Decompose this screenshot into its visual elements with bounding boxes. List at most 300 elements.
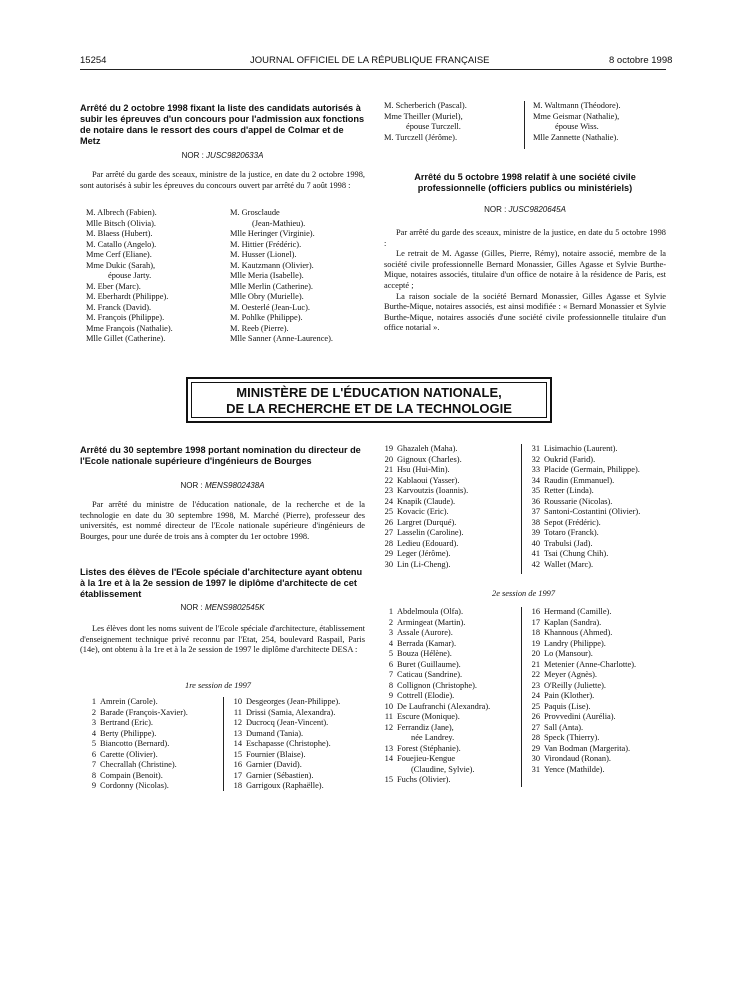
list-item	[226, 771, 340, 782]
item-name: Fournier (Blaise).	[246, 749, 306, 759]
graduate-list-s1d	[524, 444, 640, 570]
list-item	[226, 729, 340, 740]
nor-label: NOR :	[180, 603, 203, 612]
item-name: Oukrid (Farid).	[544, 454, 596, 464]
list-item: M. Eber (Marc).	[86, 281, 141, 291]
list-item: M. Waltmann (Théodore).	[533, 101, 621, 110]
list-item: M. Reeb (Pierre).	[230, 323, 289, 333]
item-name: Desgeorges (Jean-Philippe).	[246, 697, 341, 706]
list-item: Mlle Bitsch (Olivia).	[86, 218, 157, 228]
ministry-heading-box	[186, 377, 552, 423]
list-item	[226, 718, 340, 729]
list-item	[377, 712, 490, 723]
item-number: 20	[531, 649, 540, 658]
item-number: 34	[531, 475, 540, 485]
item-number: 7	[388, 670, 393, 679]
list-item	[226, 739, 340, 750]
item-name: Collignon (Christophe).	[397, 680, 478, 690]
item-name: Ducrocq (Jean-Vincent).	[246, 718, 329, 727]
arrete-title-architecture: Listes des élèves de l'Ecole spéciale d'architecture ayant obtenu à la 1re et à la 2e session de 1997 le diplôme d'architecte de cet établissement	[80, 567, 363, 599]
list-item: Mlle Heringer (Virginie).	[230, 229, 315, 238]
item-number: 41	[531, 549, 540, 558]
item-number: 13	[233, 728, 242, 738]
list-item	[524, 607, 636, 618]
list-item	[524, 681, 636, 692]
item-number: 23	[384, 486, 393, 495]
list-item	[524, 539, 640, 550]
list-item: Mme Cerf (Eliane).	[86, 250, 152, 259]
item-name: O'Reilly (Juliette).	[544, 680, 606, 690]
item-number: 21	[384, 465, 393, 474]
issue-date: 8 octobre 1998	[609, 55, 673, 66]
item-name: Totaro (Franck).	[544, 528, 599, 537]
list-item	[377, 444, 468, 455]
item-name: Metenier (Anne-Charlotte).	[544, 659, 637, 669]
item-number: 19	[384, 444, 393, 453]
column-divider	[521, 444, 522, 574]
list-item: Mlle Zannette (Nathalie).	[533, 132, 619, 142]
item-number: 40	[531, 538, 540, 548]
paragraph: Les élèves dont les noms suivent de l'Ecole spéciale d'architecture, établissement d'enseignement technique privé reconnu par l'Etat, 254, boulevard Raspail, Paris (14e), ont obtenu à la 1re et à la 2e session de 1997 le diplôme d'architecte DESA :	[80, 624, 365, 655]
list-item	[377, 476, 468, 487]
item-name: Karvoutzis (Ioannis).	[397, 486, 469, 495]
list-item	[524, 754, 636, 765]
list-item	[377, 744, 490, 755]
list-item	[524, 691, 636, 702]
list-item: M. Albrech (Fabien).	[86, 208, 157, 217]
list-item: Mlle Meria (Isabelle).	[230, 271, 304, 280]
item-number: 5	[388, 649, 393, 658]
item-name: Berrada (Kamar).	[397, 638, 457, 648]
list-item	[524, 455, 640, 466]
item-name: Hsu (Hui-Min).	[397, 465, 450, 474]
item-name: Largret (Durqué).	[397, 517, 457, 527]
paragraph: Le retrait de M. Agasse (Gilles, Pierre, Rémy), notaire associé, membre de la société civile professionnelle Bernard Monassier, Gilles Agasse et Sylvie Burthe-Mique, notaires associés, titulaire d'un office de notaire à la résidence de Paris, est accepté ;	[384, 249, 666, 290]
list-item	[377, 765, 490, 776]
list-item	[524, 639, 636, 650]
list-item	[377, 775, 490, 786]
item-name: Escure (Monique).	[397, 712, 460, 721]
item-number: 3	[91, 718, 96, 727]
item-name: (Claudine, Sylvie).	[411, 764, 475, 774]
list-item	[377, 618, 490, 629]
item-name: Buret (Guillaume).	[397, 659, 461, 669]
list-item	[80, 697, 188, 708]
item-number: 30	[531, 754, 540, 763]
item-name: Garnier (Sébastien).	[246, 770, 314, 780]
list-item: M. Turczell (Jérôme).	[384, 132, 458, 142]
item-name: De Laufranchi (Alexandra).	[397, 701, 491, 711]
list-item	[524, 528, 640, 539]
item-number: 25	[384, 507, 393, 516]
item-number: 6	[388, 659, 393, 669]
list-item	[524, 628, 636, 639]
item-name: Bertrand (Eric).	[100, 718, 154, 727]
item-number: 18	[531, 628, 540, 637]
item-name: Drissi (Samia, Alexandra).	[246, 707, 336, 717]
list-item: Mme Theiller (Muriel),	[384, 111, 463, 121]
list-item	[226, 750, 340, 761]
item-name: Ledieu (Edouard).	[397, 538, 459, 548]
item-name: Armingeat (Martin).	[397, 617, 466, 627]
arrete-title-directeur: Arrêté du 30 septembre 1998 portant nomination du directeur de l'Ecole nationale supérieure d'ingénieurs de Bourges	[80, 445, 361, 466]
list-item	[524, 702, 636, 713]
item-number: 23	[531, 680, 540, 690]
item-number: 30	[384, 559, 393, 569]
item-name: Pain (Klother).	[544, 691, 595, 700]
item-name: Garnier (David).	[246, 760, 302, 769]
list-item: M. Kautzmann (Olivier).	[230, 260, 314, 270]
candidate-list-col1	[86, 208, 173, 345]
item-number: 17	[233, 770, 242, 780]
item-name: Fouejieu-Kengue	[397, 754, 456, 763]
list-item	[524, 518, 640, 529]
paragraph: Par arrêté du garde des sceaux, ministre de la justice, en date du 5 octobre 1998 :	[384, 228, 666, 248]
list-item: Mlle Merlin (Catherine).	[230, 281, 314, 291]
item-number: 10	[233, 697, 242, 706]
item-number: 22	[531, 670, 540, 679]
list-item: (Jean-Mathieu).	[252, 218, 306, 228]
list-item: épouse Jarty.	[108, 271, 152, 280]
item-name: Tsai (Chung Chih).	[544, 549, 609, 558]
item-number: 16	[531, 607, 540, 616]
item-name: Landry (Philippe).	[544, 638, 606, 648]
list-item: Mlle Gillet (Catherine).	[86, 334, 166, 343]
item-name: Speck (Thierry).	[544, 733, 600, 742]
nor-code: MENS9802438A	[204, 481, 265, 490]
graduate-list-s1c	[377, 444, 468, 570]
item-number: 42	[531, 559, 540, 569]
item-number: 31	[531, 764, 540, 774]
item-name: Meyer (Agnès).	[544, 670, 598, 679]
item-name: Yence (Mathilde).	[544, 764, 605, 774]
item-name: Sall (Anta).	[544, 722, 584, 732]
item-name: Leger (Jérôme).	[397, 549, 451, 558]
list-item: Mlle Sanner (Anne-Laurence).	[230, 334, 334, 343]
list-item: Mme Geismar (Nathalie),	[533, 111, 620, 121]
list-item: Mme Dukic (Sarah),	[86, 260, 156, 270]
list-item	[524, 723, 636, 734]
list-item	[80, 729, 188, 740]
item-number: 12	[233, 718, 242, 727]
item-name: Trabulsi (Jad).	[544, 538, 593, 548]
item-name: Abdelmoula (Olfa).	[397, 607, 464, 616]
list-item	[377, 455, 468, 466]
item-name: Retter (Linda).	[544, 486, 594, 495]
item-name: Lisimachio (Laurent).	[544, 444, 618, 453]
list-item: M. Eberhardt (Philippe).	[86, 292, 169, 301]
list-item	[377, 607, 490, 618]
item-number: 4	[91, 728, 96, 738]
list-item: M. Hittier (Frédéric).	[230, 239, 302, 249]
item-name: Gignoux (Charles).	[397, 454, 462, 464]
item-number: 2	[388, 617, 393, 627]
item-name: Barade (François-Xavier).	[100, 707, 188, 717]
item-name: Kovacic (Eric).	[397, 507, 449, 516]
item-name: née Landrey.	[411, 733, 455, 742]
session2-label: 2e session de 1997	[492, 589, 556, 598]
list-item	[226, 708, 340, 719]
nor-label: NOR :	[180, 481, 203, 490]
item-number: 8	[388, 680, 393, 690]
nor-code: MENS9802545K	[204, 603, 265, 612]
item-name: Kablaoui (Yasser).	[397, 475, 460, 485]
list-item	[226, 760, 340, 771]
list-item: M. Catallo (Angelo).	[86, 239, 157, 249]
item-number: 5	[91, 739, 96, 748]
item-name: Amrein (Carole).	[100, 697, 158, 706]
list-item	[377, 660, 490, 671]
item-name: Lin (Li-Cheng).	[397, 559, 451, 569]
item-number: 9	[388, 691, 393, 700]
item-number: 15	[384, 775, 393, 784]
item-number: 24	[384, 496, 393, 506]
item-number: 18	[233, 781, 242, 790]
list-item: Mlle Obry (Murielle).	[230, 292, 304, 301]
item-name: Forest (Stéphanie).	[397, 743, 461, 753]
item-number: 14	[233, 739, 242, 748]
item-number: 25	[531, 701, 540, 711]
list-item	[226, 781, 340, 792]
list-item	[80, 771, 188, 782]
list-item	[524, 660, 636, 671]
item-number: 20	[384, 454, 393, 464]
list-item	[377, 528, 468, 539]
list-item	[524, 560, 640, 571]
list-item	[80, 708, 188, 719]
item-number: 11	[384, 712, 393, 721]
list-item	[377, 681, 490, 692]
item-number: 26	[384, 517, 393, 527]
nor-code: JUSC9820633A	[206, 151, 264, 160]
item-number: 39	[531, 528, 540, 537]
nor-notaire	[80, 151, 365, 160]
item-number: 16	[233, 760, 242, 769]
item-name: Provvedini (Aurélia).	[544, 712, 616, 721]
list-item: M. François (Philippe).	[86, 313, 165, 322]
item-name: Assale (Aurore).	[397, 628, 453, 637]
item-name: Kaplan (Sandra).	[544, 617, 602, 627]
list-item	[377, 560, 468, 571]
list-item	[524, 549, 640, 560]
item-number: 6	[91, 749, 96, 759]
list-item	[377, 628, 490, 639]
item-number: 10	[384, 701, 393, 711]
item-name: Caticau (Sandrine).	[397, 670, 463, 679]
list-item: épouse Wiss.	[555, 122, 599, 131]
list-item	[524, 507, 640, 518]
nor-label: NOR :	[181, 151, 204, 160]
list-item: M. Blaess (Hubert).	[86, 229, 153, 238]
item-name: Cordonny (Nicolas).	[100, 781, 169, 790]
graduate-list-s1b	[226, 697, 340, 792]
column-divider	[223, 697, 224, 791]
list-item	[80, 718, 188, 729]
candidate-list-col2	[230, 208, 333, 345]
item-name: Carette (Olivier).	[100, 749, 158, 759]
list-item: M. Oesterlé (Jean-Luc).	[230, 302, 310, 312]
graduate-list-s2b	[524, 607, 636, 775]
item-name: Fuchs (Olivier).	[397, 775, 451, 784]
item-name: Biancotto (Bernard).	[100, 739, 170, 748]
item-number: 4	[388, 638, 393, 648]
list-item	[377, 497, 468, 508]
list-item	[524, 465, 640, 476]
item-name: Wallet (Marc).	[544, 559, 594, 569]
item-name: Van Bodman (Margerita).	[544, 743, 631, 753]
item-name: Ferrandiz (Jane),	[397, 722, 454, 732]
item-name: Lo (Mansour).	[544, 649, 593, 658]
item-name: Cottrell (Elodie).	[397, 691, 455, 700]
arrete-title-scp: Arrêté du 5 octobre 1998 relatif à une société civile professionnelle (officiers publics ou ministériels)	[414, 172, 636, 193]
item-number: 27	[384, 528, 393, 537]
item-name: Sepot (Frédéric).	[544, 517, 601, 527]
list-item	[524, 765, 636, 776]
ministry-line2: DE LA RECHERCHE ET DE LA TECHNOLOGIE	[226, 401, 512, 416]
paragraph: Par arrêté du garde des sceaux, ministre de la justice, en date du 2 octobre 1998, sont autorisés à subir les épreuves du concours ouvert par arrêté du 7 août 1998 :	[80, 170, 365, 190]
list-item	[377, 465, 468, 476]
item-name: Hermand (Camille).	[544, 607, 612, 616]
item-name: Eschapasse (Christophe).	[246, 739, 331, 748]
list-item	[377, 486, 468, 497]
header-rule	[80, 69, 666, 70]
list-item: Mme François (Nathalie).	[86, 323, 173, 333]
session1-label: 1re session de 1997	[185, 681, 251, 690]
list-item	[377, 733, 490, 744]
item-number: 31	[531, 444, 540, 453]
list-item	[377, 691, 490, 702]
item-number: 29	[531, 743, 540, 753]
list-item	[80, 750, 188, 761]
item-number: 29	[384, 549, 393, 558]
nor-code: JUSC9820645A	[508, 205, 566, 214]
item-name: Bouza (Hélène).	[397, 649, 452, 658]
list-item: épouse Turczell.	[406, 122, 461, 131]
item-number: 12	[384, 722, 393, 732]
item-name: Roussarie (Nicolas).	[544, 496, 613, 506]
candidate-list-col4	[533, 101, 621, 143]
list-item: M. Husser (Lionel).	[230, 250, 297, 259]
arrete-body-scp	[384, 228, 666, 334]
item-number: 28	[384, 538, 393, 548]
item-number: 19	[531, 638, 540, 648]
list-item	[80, 781, 188, 792]
list-item	[524, 618, 636, 629]
item-number: 13	[384, 743, 393, 753]
list-item	[524, 670, 636, 681]
item-number: 33	[531, 465, 540, 474]
list-item	[80, 760, 188, 771]
nor-directeur	[80, 481, 365, 490]
item-name: Berty (Philippe).	[100, 728, 157, 738]
item-name: Placide (Germain, Philippe).	[544, 465, 640, 474]
item-number: 1	[91, 697, 96, 706]
item-number: 15	[233, 749, 242, 759]
item-number: 17	[531, 617, 540, 627]
journal-title: JOURNAL OFFICIEL DE LA RÉPUBLIQUE FRANÇAISE	[250, 55, 490, 66]
list-item	[377, 639, 490, 650]
item-name: Compain (Benoit).	[100, 770, 163, 780]
arrete-title-notaire: Arrêté du 2 octobre 1998 fixant la liste des candidats autorisés à subir les épreuves d'un concours pour l'admission aux fonctions de notaire dans le ressort des cours d'appel de Colmar et de Metz	[80, 103, 365, 146]
ministry-line1: MINISTÈRE DE L'ÉDUCATION NATIONALE,	[236, 385, 502, 400]
list-item	[377, 539, 468, 550]
list-item	[524, 476, 640, 487]
list-item	[524, 649, 636, 660]
list-item	[524, 744, 636, 755]
item-number: 7	[91, 760, 96, 769]
item-number: 1	[388, 607, 393, 616]
list-item	[377, 670, 490, 681]
item-name: Ghazaleh (Maha).	[397, 444, 458, 453]
item-name: Virondaud (Ronan).	[544, 754, 611, 763]
item-number: 21	[531, 659, 540, 669]
list-item	[226, 697, 340, 708]
graduate-list-s1a	[80, 697, 188, 792]
graduate-list-s2a	[377, 607, 490, 786]
item-number: 24	[531, 691, 540, 700]
item-number: 22	[384, 475, 393, 485]
item-number: 14	[384, 754, 393, 763]
item-name: Paquis (Lise).	[544, 701, 591, 711]
paragraph: La raison sociale de la société Bernard Monassier, Gilles Agasse et Sylvie Burthe-Mique, notaires associés, est ainsi modifiée : « Bernard Monassier et Sylvie Burthe-Mique, notaires associés d'une société civile professionnelle titulaire d'un office notarial ».	[384, 291, 666, 333]
column-divider	[524, 101, 525, 149]
list-item	[377, 702, 490, 713]
list-item: M. Grosclaude	[230, 208, 280, 217]
item-number: 32	[531, 454, 540, 464]
item-name: Santoni-Costantini (Olivier).	[544, 507, 641, 516]
list-item	[377, 507, 468, 518]
item-name: Knapik (Claude).	[397, 496, 456, 506]
list-item	[377, 723, 490, 734]
column-divider	[521, 607, 522, 787]
list-item	[377, 649, 490, 660]
list-item	[377, 549, 468, 560]
item-name: Garrigoux (Raphaëlle).	[246, 781, 324, 790]
paragraph: Par arrêté du ministre de l'éducation nationale, de la recherche et de la technologie en date du 30 septembre 1998, M. Marché (Pierre), professeur des universités, est nommé directeur de l'Ecole nationale supérieure d'ingénieurs de Bourges, pour une durée de trois ans à compter du 1er octobre 1998.	[80, 500, 365, 541]
item-number: 27	[531, 722, 540, 732]
list-item: M. Scherberich (Pascal).	[384, 101, 467, 110]
arrete-body-architecture	[80, 624, 365, 656]
list-item	[524, 712, 636, 723]
item-number: 11	[233, 707, 242, 717]
item-number: 28	[531, 733, 540, 742]
item-name: Checrallah (Christine).	[100, 760, 177, 769]
arrete-body-directeur	[80, 500, 365, 542]
arrete-body-notaire	[80, 170, 365, 191]
nor-scp	[384, 205, 666, 214]
item-number: 26	[531, 712, 540, 721]
item-name: Dumand (Tania).	[246, 728, 304, 738]
page-number: 15254	[80, 55, 107, 66]
item-name: Raudin (Emmanuel).	[544, 475, 615, 485]
item-name: Khannous (Ahmed).	[544, 628, 613, 637]
list-item	[377, 754, 490, 765]
list-item	[377, 518, 468, 529]
item-number: 2	[91, 707, 96, 717]
list-item	[524, 444, 640, 455]
item-number: 38	[531, 517, 540, 527]
list-item	[524, 497, 640, 508]
item-number: 8	[91, 770, 96, 780]
item-name: Lasselin (Caroline).	[397, 528, 464, 537]
item-number: 35	[531, 486, 540, 495]
candidate-list-col3	[384, 101, 467, 143]
list-item	[80, 739, 188, 750]
item-number: 9	[91, 781, 96, 790]
list-item: M. Franck (David).	[86, 302, 152, 312]
list-item	[524, 733, 636, 744]
item-number: 3	[388, 628, 393, 637]
